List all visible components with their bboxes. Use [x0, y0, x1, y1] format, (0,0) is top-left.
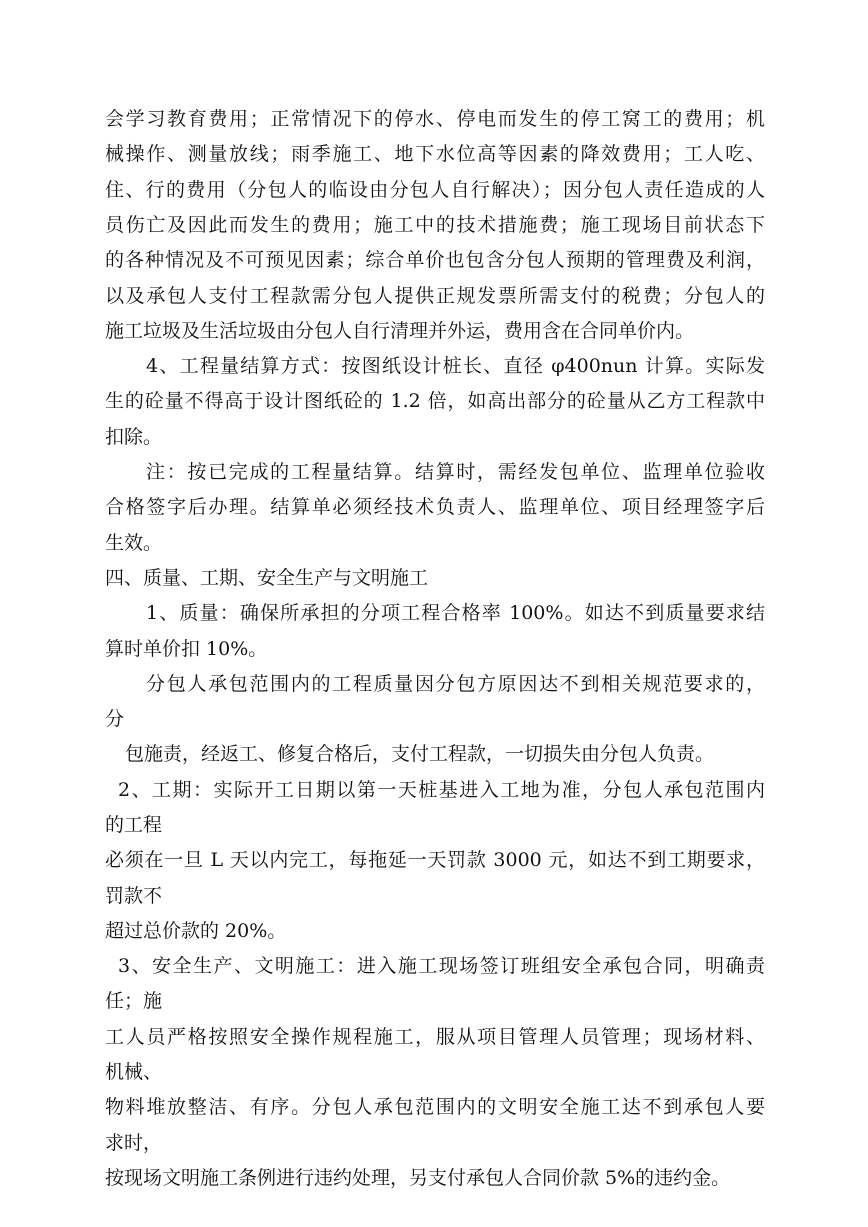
text-line: 分 [105, 708, 125, 730]
text-line: 施工垃圾及生活垃圾由分包人自行清理并外运，费用含在合同单价内。 [105, 320, 695, 342]
text-line: 扣除。 [105, 426, 163, 448]
text-line: 机械、 [105, 1061, 163, 1083]
text-line: 注：按已完成的工程量结算。结算时，需经发包单位、监理单位验收 [146, 461, 765, 483]
text-line: 物料堆放整洁、有序。分包人承包范围内的文明安全施工达不到承包人要 [105, 1096, 765, 1118]
text-line: 包施责，经返工、修复合格后，支付工程款，一切损失由分包人负责。 [125, 743, 715, 765]
text-line: 的工程 [105, 814, 163, 836]
section-heading: 四、质量、工期、安全生产与文明施工 [105, 567, 429, 589]
text-line: 任；施 [105, 990, 163, 1012]
text-line: 住、行的费用（分包人的临设由分包人自行解决）；因分包人责任造成的人 [105, 179, 765, 201]
text-line: 生的砼量不得高于设计图纸砼的 1.2 倍，如高出部分的砼量从乙方工程款中 [105, 390, 765, 412]
text-line: 必须在一旦 L 天以内完工，每拖延一天罚款 3000 元，如达不到工期要求， [105, 849, 765, 871]
text-line: 按现场文明施工条例进行违约处理，另支付承包人合同价款 5%的违约金。 [105, 1167, 731, 1189]
text-line: 生效。 [105, 532, 163, 554]
text-line: 罚款不 [105, 885, 163, 907]
text-line: 的各种情况及不可预见因素；综合单价也包含分包人预期的管理费及利润， [105, 249, 765, 271]
text-line: 求时， [105, 1132, 163, 1154]
text-line: 分包人承包范围内的工程质量因分包方原因达不到相关规范要求的， [146, 673, 765, 695]
text-line: 2、工期：实际开工日期以第一天桩基进入工地为准，分包人承包范围内 [118, 779, 765, 801]
text-line: 合格签字后办理。结算单必须经技术负责人、监理单位、项目经理签字后 [105, 496, 765, 518]
text-line: 械操作、测量放线；雨季施工、地下水位高等因素的降效费用；工人吃、 [105, 143, 765, 165]
text-line: 1、质量：确保所承担的分项工程合格率 100%。如达不到质量要求结 [146, 602, 765, 624]
text-line: 工人员严格按照安全操作规程施工，服从项目管理人员管理；现场材料、 [105, 1026, 765, 1048]
text-line: 以及承包人支付工程款需分包人提供正规发票所需支付的税费；分包人的 [105, 285, 765, 307]
text-line: 算时单价扣 10%。 [105, 638, 268, 660]
text-line: 会学习教育费用；正常情况下的停水、停电而发生的停工窝工的费用；机 [105, 108, 765, 130]
text-line: 3、安全生产、文明施工：进入施工现场签订班组安全承包合同，明确责 [118, 955, 765, 977]
text-line: 超过总价款的 20%。 [105, 920, 287, 942]
text-line: 员伤亡及因此而发生的费用；施工中的技术措施费；施工现场目前状态下 [105, 214, 765, 236]
text-line: 4、工程量结算方式：按图纸设计桩长、直径 φ400nun 计算。实际发 [146, 355, 765, 377]
